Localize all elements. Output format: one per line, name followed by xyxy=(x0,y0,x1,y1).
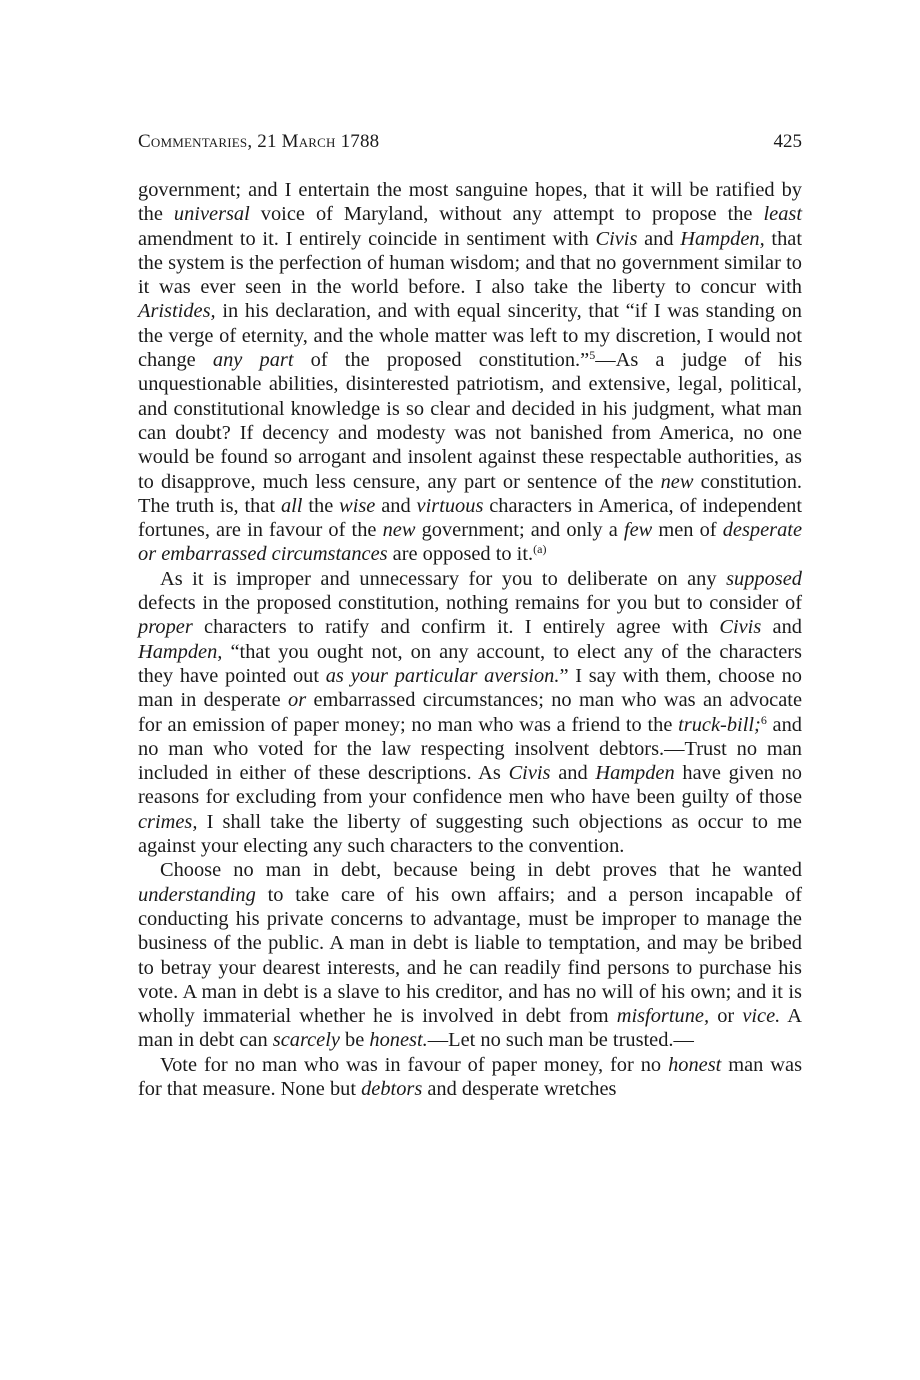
italic-run: debtors xyxy=(361,1077,423,1100)
text-run: and desperate wretches xyxy=(422,1077,617,1100)
text-run: to take care of his own affairs; and a person incapable of conducting his private concerns to advantage, must be improper to manage the business of the public. A man in debt is liable to temptation, and may be bribed to betray your dearest interests, and he can readily find persons to purchase his vote. A man in debt is a slave to his creditor, and has no will of his own; and it is wholly immaterial whether he is involved in debt from xyxy=(138,883,802,1028)
italic-run: scarcely xyxy=(272,1029,340,1052)
italic-run: virtuous xyxy=(416,494,484,517)
italic-run: any part xyxy=(212,349,294,372)
note-reference: 5 xyxy=(589,348,596,363)
paragraph xyxy=(138,567,802,859)
text-run: men of xyxy=(652,519,723,542)
text-run: A man in debt can xyxy=(138,1005,803,1052)
italic-run: honest xyxy=(668,1053,722,1076)
italic-run: Civis xyxy=(508,762,551,785)
italic-run: wise xyxy=(339,494,376,517)
italic-run: universal xyxy=(173,203,250,226)
text-run: —As a judge of his unquestionable abilities, disinterested patriotism, and extensive, legal, political, and constitutional knowledge is so clear and decided in his judgment, what man can doubt? If decency and modesty was not banished from America, no one would be found so arrogant and insolent against these respectable authorities, as to disapprove, much less censure, any part or sentence of the xyxy=(138,349,803,493)
italic-run: or xyxy=(288,689,307,712)
text-run: of the proposed constitution.” xyxy=(293,349,590,372)
text-run: are opposed to it. xyxy=(387,543,534,566)
italic-run: supposed xyxy=(726,567,802,590)
text-run: “that you ought not, on any account, to elect any of the characters they have pointed out xyxy=(138,640,802,687)
text-run: As it is improper and unnecessary for you to deliberate on any xyxy=(160,567,727,590)
text-run: be xyxy=(339,1029,370,1052)
italic-run: proper xyxy=(138,616,193,639)
text-run: defects in the proposed constitution, nothing remains for you but to consider of xyxy=(138,592,802,615)
text-run: government; and I entertain the most sanguine hopes, that it will be ratified by the xyxy=(138,179,802,226)
italic-run: vice. xyxy=(742,1005,781,1028)
italic-run: Hampden, xyxy=(680,227,765,250)
italic-run: as your particular aversion. xyxy=(325,664,560,687)
text-run: Vote for no man who was in favour of paper money, for no xyxy=(160,1053,669,1076)
text-run: constitution. The truth is, that xyxy=(138,470,803,517)
page-number: 425 xyxy=(773,131,802,152)
text-run: and xyxy=(550,762,596,785)
italic-run: new xyxy=(382,519,416,542)
body-text xyxy=(138,178,802,1101)
italic-run: misfortune, xyxy=(616,1005,710,1028)
italic-run: desperate or embarrassed circumstances xyxy=(138,519,803,566)
text-run: have given no reasons for excluding from your confidence men who have been guilty of those xyxy=(138,762,802,809)
italic-run: least xyxy=(763,203,802,226)
text-run: and xyxy=(761,616,803,639)
paragraph xyxy=(138,1053,802,1102)
text-run: characters to ratify and confirm it. I entirely agree with xyxy=(192,616,720,639)
text-run: I shall take the liberty of suggesting such objections as occur to me against your electing any such characters to the convention. xyxy=(138,810,802,858)
text-run: government; and only a xyxy=(415,519,624,542)
text-run: or xyxy=(709,1005,743,1028)
text-run: and xyxy=(637,227,681,250)
italic-run: Civis xyxy=(595,227,638,250)
paragraph xyxy=(138,858,802,1052)
note-reference: 6 xyxy=(760,712,767,727)
italic-run: Civis xyxy=(719,616,762,639)
text-run: Choose no man in debt, because being in debt proves that he wanted xyxy=(160,859,802,882)
italic-run: honest. xyxy=(369,1029,428,1052)
text-run: in his declaration, and with equal sincerity, that “if I was standing on the verge of eternity, and the whole matter was left to my discretion, I would not change xyxy=(138,300,802,372)
text-run: embarrassed circumstances; no man who was an advocate for an emission of paper money; no man who was a friend to the xyxy=(138,689,802,736)
italic-run: Hampden xyxy=(595,762,675,785)
italic-run: truck-bill; xyxy=(678,713,761,736)
text-run: the xyxy=(302,494,340,517)
text-run: man was for that measure. None but xyxy=(138,1053,803,1100)
text-run: —Let no such man be trusted.— xyxy=(427,1029,694,1052)
italic-run: crimes, xyxy=(138,810,198,833)
italic-run: Aristides, xyxy=(138,300,216,323)
running-head-title: Commentaries, 21 March 1788 xyxy=(138,131,380,152)
italic-run: new xyxy=(660,470,694,493)
note-reference: (a) xyxy=(533,542,547,557)
italic-run: Hampden, xyxy=(138,640,223,663)
text-run: characters in America, of independent fortunes, are in favour of the xyxy=(138,494,802,542)
italic-run: all xyxy=(280,494,303,517)
text-run: that the system is the perfection of human wisdom; and that no government similar to it was ever seen in the world before. I also take the liberty to concur with xyxy=(138,227,802,299)
text-run: and no man who voted for the law respecting insolvent debtors.—Trust no man included in either of these descriptions. As xyxy=(138,713,802,785)
italic-run: understanding xyxy=(138,883,256,906)
text-run: amendment to it. I entirely coincide in sentiment with xyxy=(138,227,596,250)
text-run: ” I say with them, choose no man in desperate xyxy=(138,664,802,712)
text-run: and xyxy=(375,494,417,517)
italic-run: few xyxy=(623,519,653,542)
text-run: voice of Maryland, without any attempt to propose the xyxy=(249,203,764,226)
paragraph xyxy=(138,178,802,567)
